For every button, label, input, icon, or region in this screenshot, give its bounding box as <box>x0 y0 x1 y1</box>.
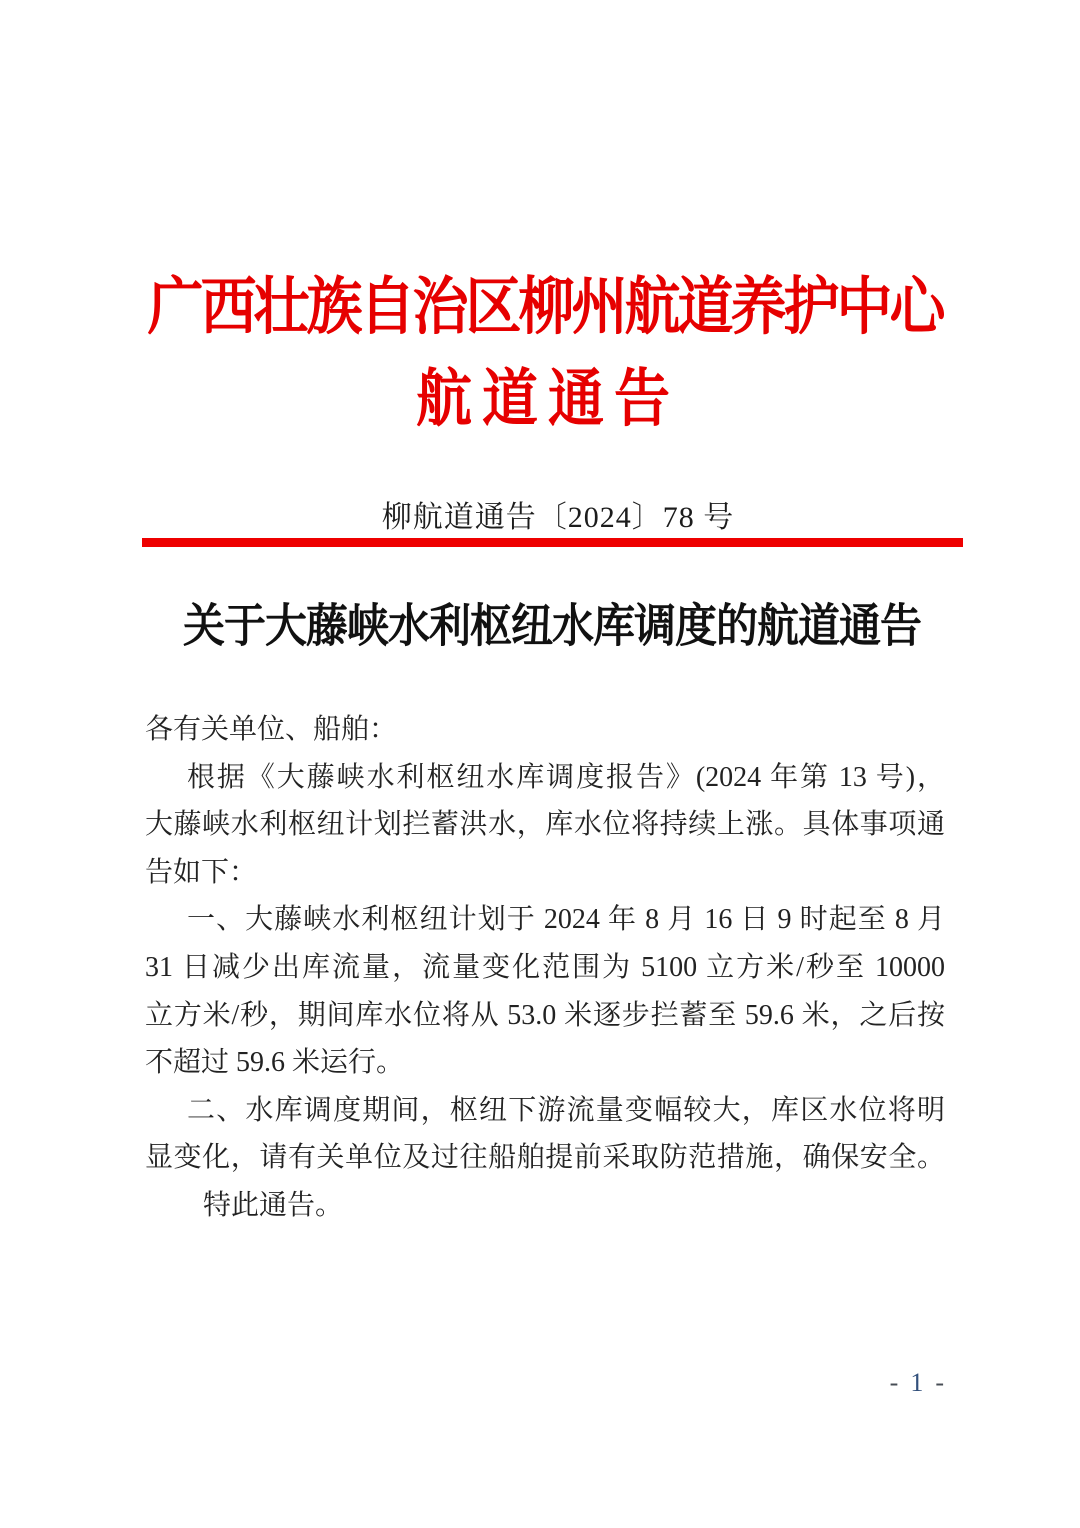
org-title-line-2: 航道通告 <box>416 365 680 435</box>
page-number <box>890 1370 945 1396</box>
body-line: 显变化，请有关单位及过往船舶提前采取防范措施，确保安全。 <box>145 1142 945 1174</box>
page-number-dash-right: - <box>935 1368 945 1397</box>
body-line: 立方米/秒，期间库水位将从 53.0 米逐步拦蓄至 59.6 米，之后按 <box>145 999 945 1031</box>
body-line: 大藤峡水利枢纽计划拦蓄洪水，库水位将持续上涨。具体事项通 <box>145 809 945 841</box>
body-line: 各有关单位、船舶： <box>145 714 398 745</box>
body-line: 根据《大藤峡水利枢纽水库调度报告》(2024 年第 13 号)， <box>187 761 945 793</box>
body-line: 特此通告。 <box>203 1189 344 1221</box>
page-number-value: 1 <box>910 1368 925 1397</box>
red-divider-line <box>142 538 963 547</box>
org-title-line-1: 广西壮族自治区柳州航道养护中心 <box>147 273 943 343</box>
body-line: 一、大藤峡水利枢纽计划于 2024 年 8 月 16 日 9 时起至 8 月 <box>187 904 945 936</box>
doc-number: 柳航道通告〔2024〕78 号 <box>381 501 735 534</box>
body-line: 不超过 59.6 米运行。 <box>145 1047 405 1079</box>
body-line: 二、水库调度期间，枢纽下游流量变幅较大，库区水位将明 <box>187 1094 945 1126</box>
body-line: 告如下： <box>145 856 258 888</box>
notice-body <box>145 706 945 1230</box>
page-number-dash-left: - <box>889 1368 900 1397</box>
notice-title: 关于大藤峡水利枢纽水库调度的航道通告 <box>182 601 921 653</box>
body-line: 31 日减少出库流量，流量变化范围为 5100 立方米/秒至 10000 <box>145 951 945 983</box>
